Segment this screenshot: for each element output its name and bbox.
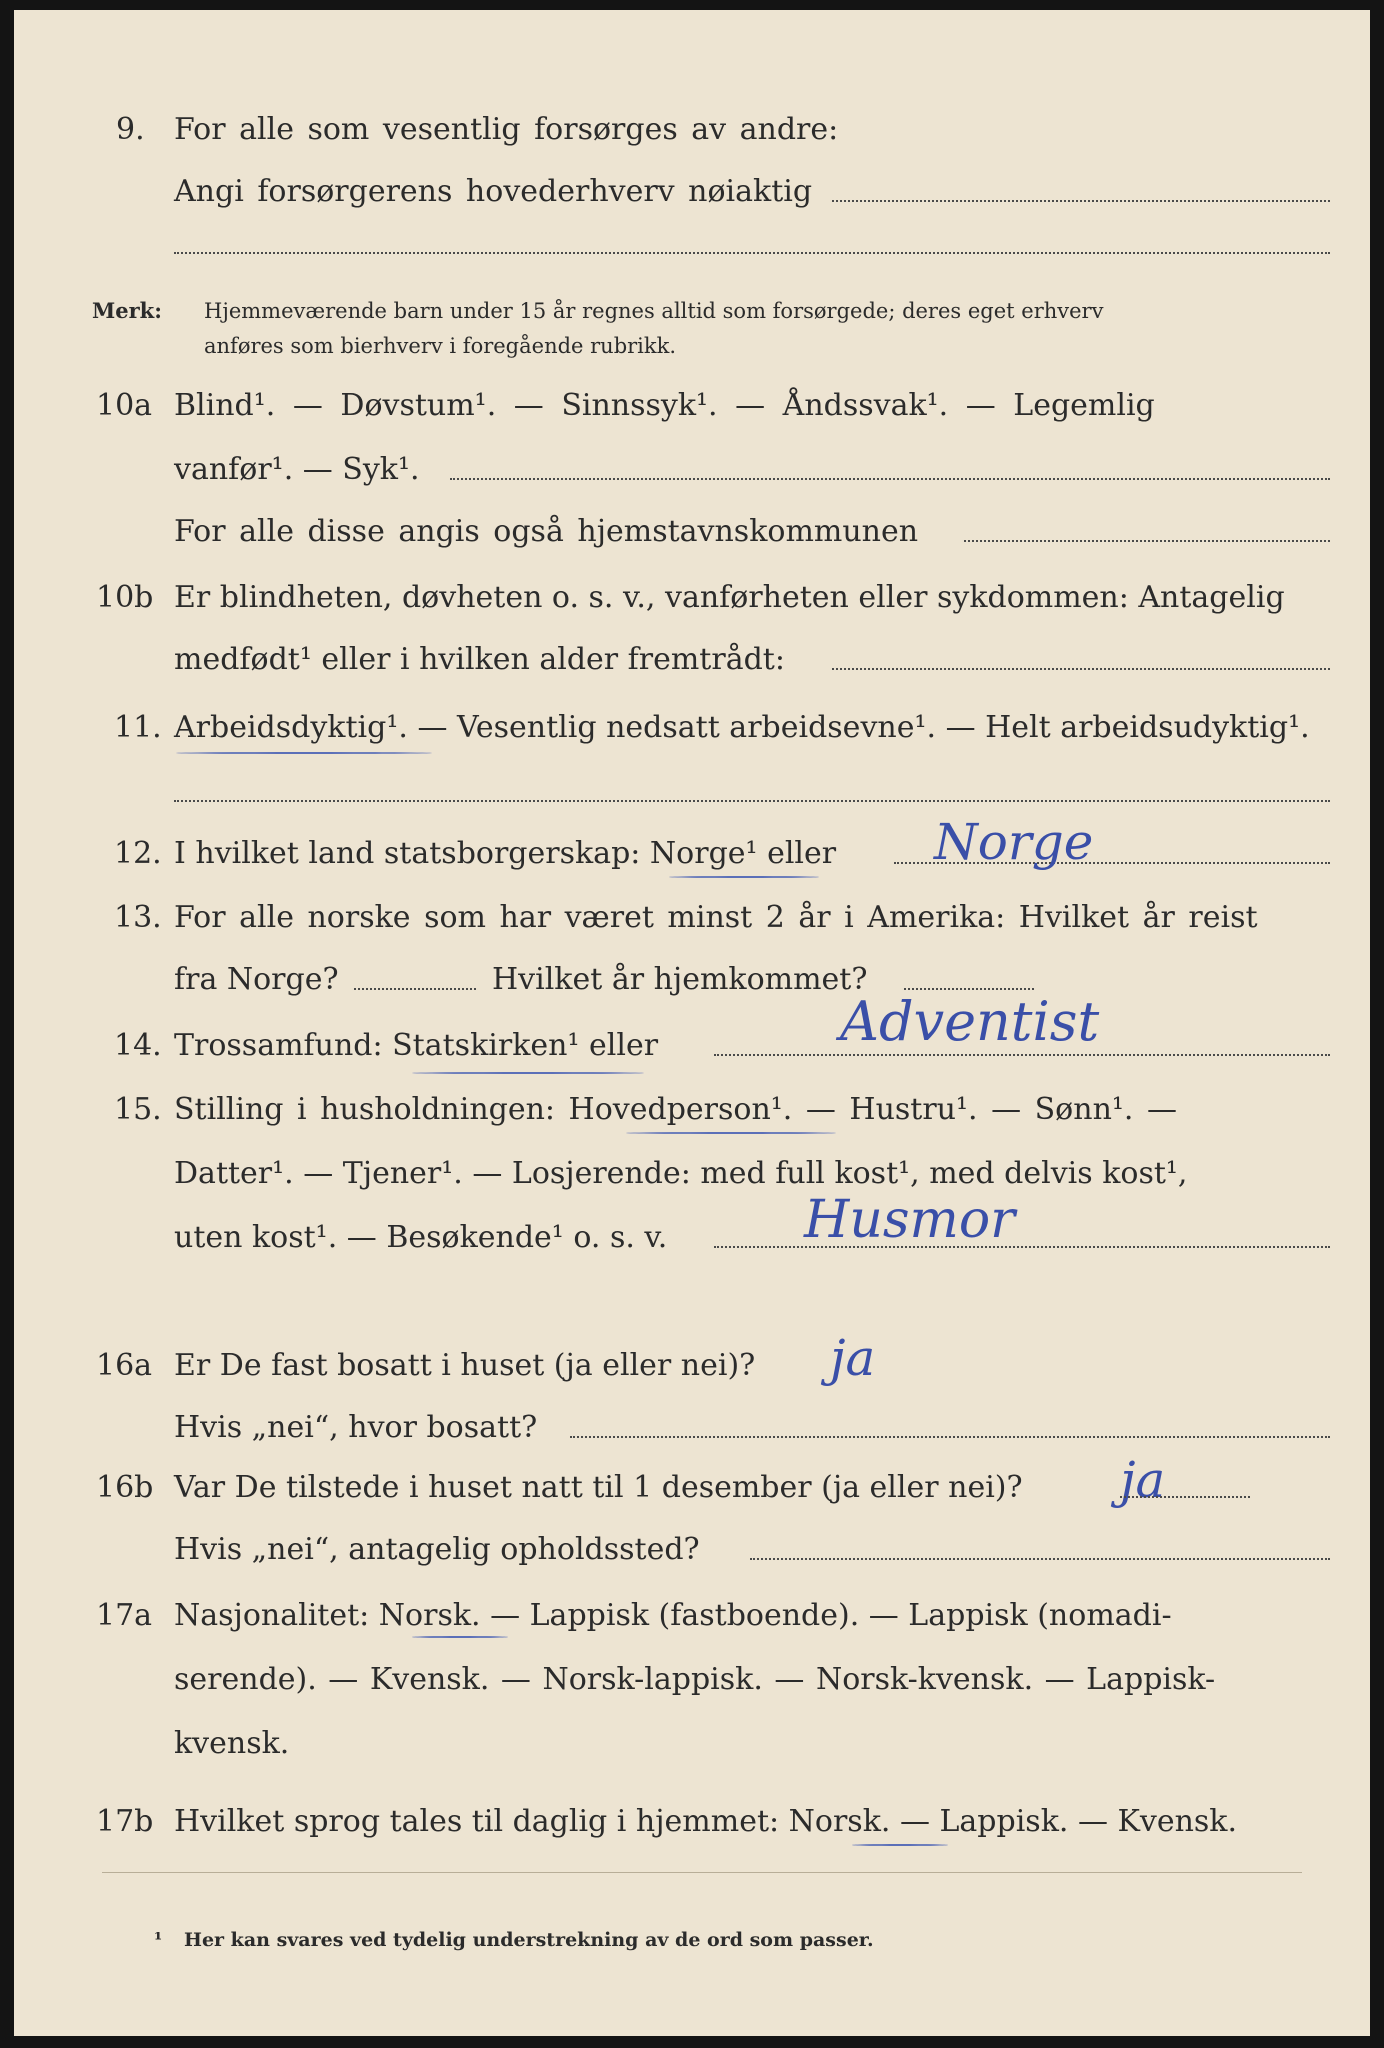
q10a-number: 10a <box>96 388 153 423</box>
q11-text-line1: Arbeidsdyktig¹. — Vesentlig nedsatt arbeidsevne¹. — Helt arbeidsudyktig¹. <box>174 710 1310 745</box>
q10b-text-line1: Er blindheten, døvheten o. s. v., vanførheten eller sykdommen: Antagelig <box>174 580 1285 615</box>
q12-ink-underline <box>669 876 819 878</box>
q9-text-line2: Angi forsørgerens hovederhverv nøiaktig <box>174 174 813 209</box>
q13-number: 13. <box>114 900 162 935</box>
q17b-ink-underline <box>852 1844 948 1846</box>
q9-answer-line <box>832 200 1330 202</box>
q10a-text-line1: Blind¹. — Døvstum¹. — Sinnssyk¹. — Åndssvak¹. — Legemlig <box>174 388 1155 423</box>
q16b-text-line1: Var De tilstede i huset natt til 1 desember (ja eller nei)? <box>174 1470 1023 1505</box>
merk-label: Merk: <box>92 298 162 323</box>
q14-text-line1: Trossamfund: Statskirken¹ eller <box>174 1028 659 1063</box>
q9-number: 9. <box>116 112 145 147</box>
q15-text-line2: Datter¹. — Tjener¹. — Losjerende: med full kost¹, med delvis kost¹, <box>174 1156 1188 1191</box>
q16b-handwritten-answer: ja <box>1120 1451 1166 1509</box>
q15-text-line3: uten kost¹. — Besøkende¹ o. s. v. <box>174 1220 668 1255</box>
q16b-text-line2: Hvis „nei“, antagelig opholdssted? <box>174 1532 700 1567</box>
q9-text-line1: For alle som vesentlig forsørges av andre: <box>174 112 839 147</box>
q10a-answer-line <box>964 540 1330 542</box>
q13-text-line2a: fra Norge? <box>174 962 339 997</box>
q16a-handwritten-answer: ja <box>830 1329 876 1387</box>
q16b-opholdssted-line <box>750 1558 1330 1560</box>
q14-ink-underline <box>412 1072 644 1074</box>
q17b-text-line1: Hvilket sprog tales til daglig i hjemmet: Norsk. — Lappisk. — Kvensk. <box>174 1804 1238 1839</box>
q16a-text-line1: Er De fast bosatt i huset (ja eller nei)? <box>174 1348 756 1383</box>
q11-number: 11. <box>114 710 162 745</box>
q17a-text-line2: serende). — Kvensk. — Norsk-lappisk. — Norsk-kvensk. — Lappisk- <box>174 1662 1216 1697</box>
q17a-ink-underline <box>412 1636 508 1638</box>
q15-number: 15. <box>114 1092 162 1127</box>
q14-answer-line <box>714 1054 1330 1056</box>
q12-number: 12. <box>114 836 162 871</box>
q15-text-line1: Stilling i husholdningen: Hovedperson¹. — Hustru¹. — Sønn¹. — <box>174 1092 1177 1127</box>
q17a-text-line1: Nasjonalitet: Norsk. — Lappisk (fastboende). — Lappisk (nomadi- <box>174 1598 1172 1633</box>
q11-ink-underline <box>176 752 432 754</box>
footnote-rule <box>102 1872 1302 1873</box>
q17a-text-line3: kvensk. <box>174 1726 290 1761</box>
census-form-page <box>14 10 1370 2036</box>
q10b-answer-line <box>832 668 1330 670</box>
q10a-syk-line <box>450 478 1330 480</box>
q16b-number: 16b <box>96 1470 154 1505</box>
q14-number: 14. <box>114 1028 162 1063</box>
footnote-mark: ¹ <box>154 1929 163 1951</box>
q16a-number: 16a <box>96 1348 153 1383</box>
q10b-number: 10b <box>96 580 154 615</box>
merk-text-line2: anføres som bierhverv i foregående rubrikk. <box>204 334 677 358</box>
q13-text-line2b: Hvilket år hjemkommet? <box>492 962 868 997</box>
q14-handwritten-answer: Adventist <box>840 990 1100 1053</box>
q15-ink-underline <box>626 1132 836 1134</box>
q9-answer-line-2 <box>174 252 1330 254</box>
q13-text-line1: For alle norske som har været minst 2 år i Amerika: Hvilket år reist <box>174 900 1258 935</box>
q16a-answer-line <box>570 1436 1330 1438</box>
footnote-text: Her kan svares ved tydelig understrekning av de ord som passer. <box>184 1929 874 1951</box>
q12-handwritten-answer: Norge <box>934 813 1094 871</box>
q17a-number: 17a <box>96 1598 153 1633</box>
q16b-answer-line <box>1120 1496 1250 1498</box>
q10b-text-line2: medfødt¹ eller i hvilken alder fremtrådt: <box>174 642 785 677</box>
q10a-text-line2: vanfør¹. — Syk¹. <box>174 452 420 487</box>
q17b-number: 17b <box>96 1804 154 1839</box>
q16a-text-line2: Hvis „nei“, hvor bosatt? <box>174 1410 538 1445</box>
q15-handwritten-answer: Husmor <box>804 1190 1015 1250</box>
q13-reist-line <box>354 988 476 990</box>
q12-text-line1: I hvilket land statsborgerskap: Norge¹ eller <box>174 836 837 871</box>
q10a-text-line3: For alle disse angis også hjemstavnskommunen <box>174 514 919 549</box>
merk-text-line1: Hjemmeværende barn under 15 år regnes alltid som forsørgede; deres eget erhverv <box>204 299 1104 323</box>
q11-answer-line <box>174 800 1330 802</box>
